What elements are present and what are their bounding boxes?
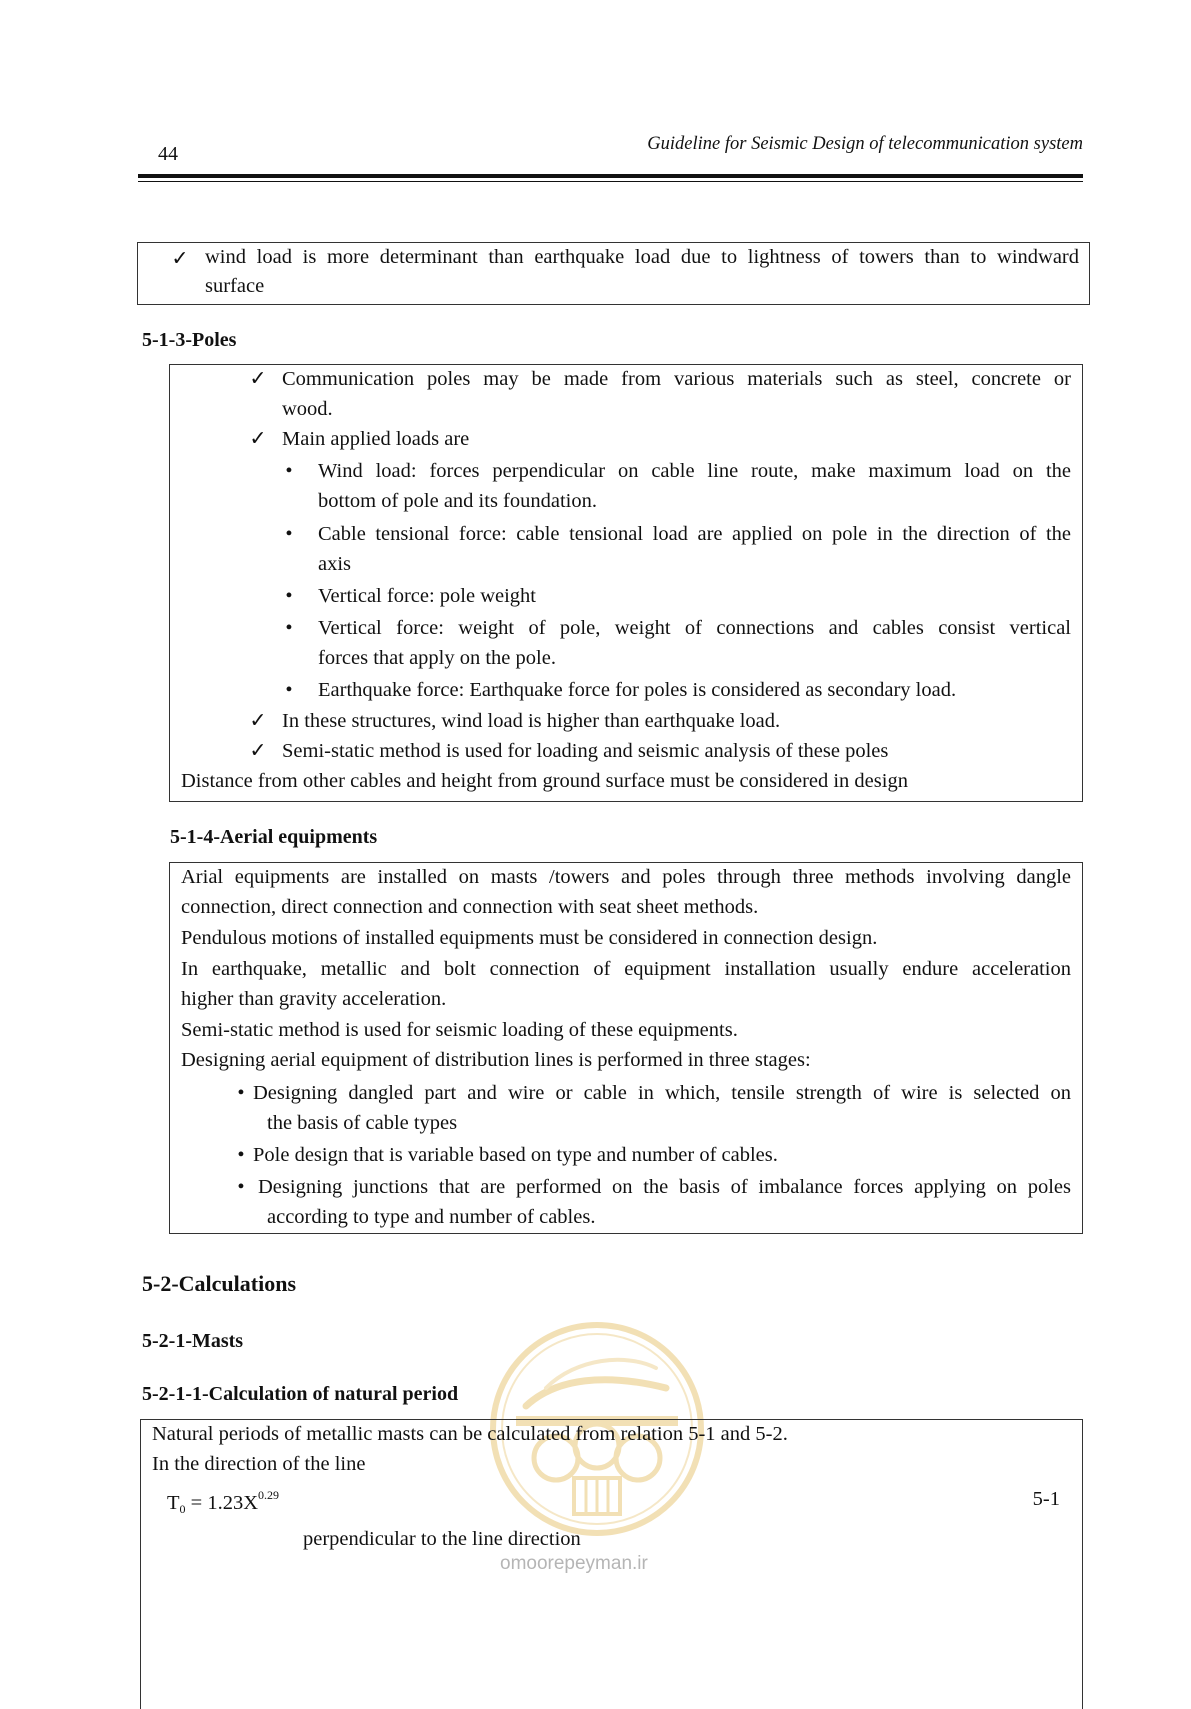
section-heading-aerial: 5-1-4-Aerial equipments xyxy=(170,826,378,848)
wind-note-line-2: surface xyxy=(205,275,265,297)
aerial-stage-3-line-2: according to type and number of cables. xyxy=(267,1206,596,1228)
aerial-p1-line-1: Arial equipments are installed on masts /towers and poles through three methods involving dangle xyxy=(181,866,1071,888)
aerial-p5: Designing aerial equipment of distribution lines is performed in three stages: xyxy=(181,1049,811,1071)
poles-bullet-2-line-2: axis xyxy=(318,553,352,575)
poles-check-3: In these structures, wind load is higher than earthquake load. xyxy=(282,710,781,732)
aerial-stage-1-line-1: Designing dangled part and wire or cable in which, tensile strength of wire is selected on xyxy=(253,1082,1071,1104)
header-rule-thin xyxy=(138,181,1083,182)
formula-rhs: = 1.23X xyxy=(185,1492,259,1514)
formula-lhs: T xyxy=(167,1492,180,1514)
poles-bullet-5: Earthquake force: Earthquake force for poles is considered as secondary load. xyxy=(318,679,957,701)
check-icon: ✓ xyxy=(249,368,267,390)
poles-bullet-2-line-1: Cable tensional force: cable tensional load are applied on pole in the direction of the xyxy=(318,523,1071,545)
bullet-icon: • xyxy=(285,585,293,607)
box-aerial xyxy=(169,862,1083,1234)
formula-exponent: 0.29 xyxy=(258,1488,280,1502)
aerial-p2: Pendulous motions of installed equipments must be considered in connection design. xyxy=(181,927,878,949)
section-heading-masts: 5-2-1-Masts xyxy=(142,1330,244,1352)
poles-bullet-4-line-1: Vertical force: weight of pole, weight of connections and cables consist vertical xyxy=(318,617,1071,639)
aerial-stage-2: Pole design that is variable based on type and number of cables. xyxy=(253,1144,778,1166)
period-p2: In the direction of the line xyxy=(152,1453,366,1475)
formula-lhs-subscript: 0 xyxy=(179,1502,186,1516)
check-icon: ✓ xyxy=(249,710,267,732)
header-rule-thick xyxy=(138,174,1083,178)
watermark-text: omoorepeyman.ir xyxy=(500,1553,648,1574)
bullet-icon: • xyxy=(285,523,293,545)
box-wind-note xyxy=(137,242,1090,305)
bullet-icon: • xyxy=(285,617,293,639)
section-heading-poles: 5-1-3-Poles xyxy=(142,329,237,351)
aerial-p1-line-2: connection, direct connection and connection with seat sheet methods. xyxy=(181,896,759,918)
check-icon: ✓ xyxy=(171,248,189,270)
period-p1: Natural periods of metallic masts can be calculated from relation 5-1 and 5-2. xyxy=(152,1423,788,1445)
check-icon: ✓ xyxy=(249,428,267,450)
poles-bullet-4-line-2: forces that apply on the pole. xyxy=(318,647,556,669)
box-poles xyxy=(169,364,1083,802)
page-number: 44 xyxy=(158,143,178,165)
bullet-icon: • xyxy=(285,679,293,701)
poles-bullet-1-line-1: Wind load: forces perpendicular on cable line route, make maximum load on the xyxy=(318,460,1071,482)
poles-last-line: Distance from other cables and height from ground surface must be considered in design xyxy=(181,770,908,792)
formula-5-1 xyxy=(167,1488,279,1517)
wind-note-line-1: wind load is more determinant than earthquake load due to lightness of towers than to windward xyxy=(205,246,1079,268)
aerial-p3-line-2: higher than gravity acceleration. xyxy=(181,988,447,1010)
poles-bullet-1-line-2: bottom of pole and its foundation. xyxy=(318,490,597,512)
running-title: Guideline for Seismic Design of telecommunication system xyxy=(647,134,1083,154)
bullet-icon: • xyxy=(285,460,293,482)
aerial-stage-3-line-1: Designing junctions that are performed on the basis of imbalance forces applying on poles xyxy=(258,1176,1071,1198)
bullet-icon: • xyxy=(237,1082,245,1104)
poles-check-4: Semi-static method is used for loading and seismic analysis of these poles xyxy=(282,740,889,762)
poles-check-2: Main applied loads are xyxy=(282,428,470,450)
bullet-icon: • xyxy=(237,1176,245,1198)
bullet-icon: • xyxy=(237,1144,245,1166)
section-heading-calculations: 5-2-Calculations xyxy=(142,1271,296,1296)
aerial-stage-1-line-2: the basis of cable types xyxy=(267,1112,458,1134)
check-icon: ✓ xyxy=(249,740,267,762)
aerial-p3-line-1: In earthquake, metallic and bolt connection of equipment installation usually endure acceleration xyxy=(181,958,1071,980)
aerial-p4: Semi-static method is used for seismic loading of these equipments. xyxy=(181,1019,738,1041)
period-p3: perpendicular to the line direction xyxy=(303,1528,581,1550)
poles-check-1-line-2: wood. xyxy=(282,398,333,420)
poles-bullet-3: Vertical force: pole weight xyxy=(318,585,537,607)
section-heading-natural-period: 5-2-1-1-Calculation of natural period xyxy=(142,1383,459,1405)
poles-check-1-line-1: Communication poles may be made from various materials such as steel, concrete or xyxy=(282,368,1071,390)
formula-number: 5-1 xyxy=(1032,1488,1060,1510)
